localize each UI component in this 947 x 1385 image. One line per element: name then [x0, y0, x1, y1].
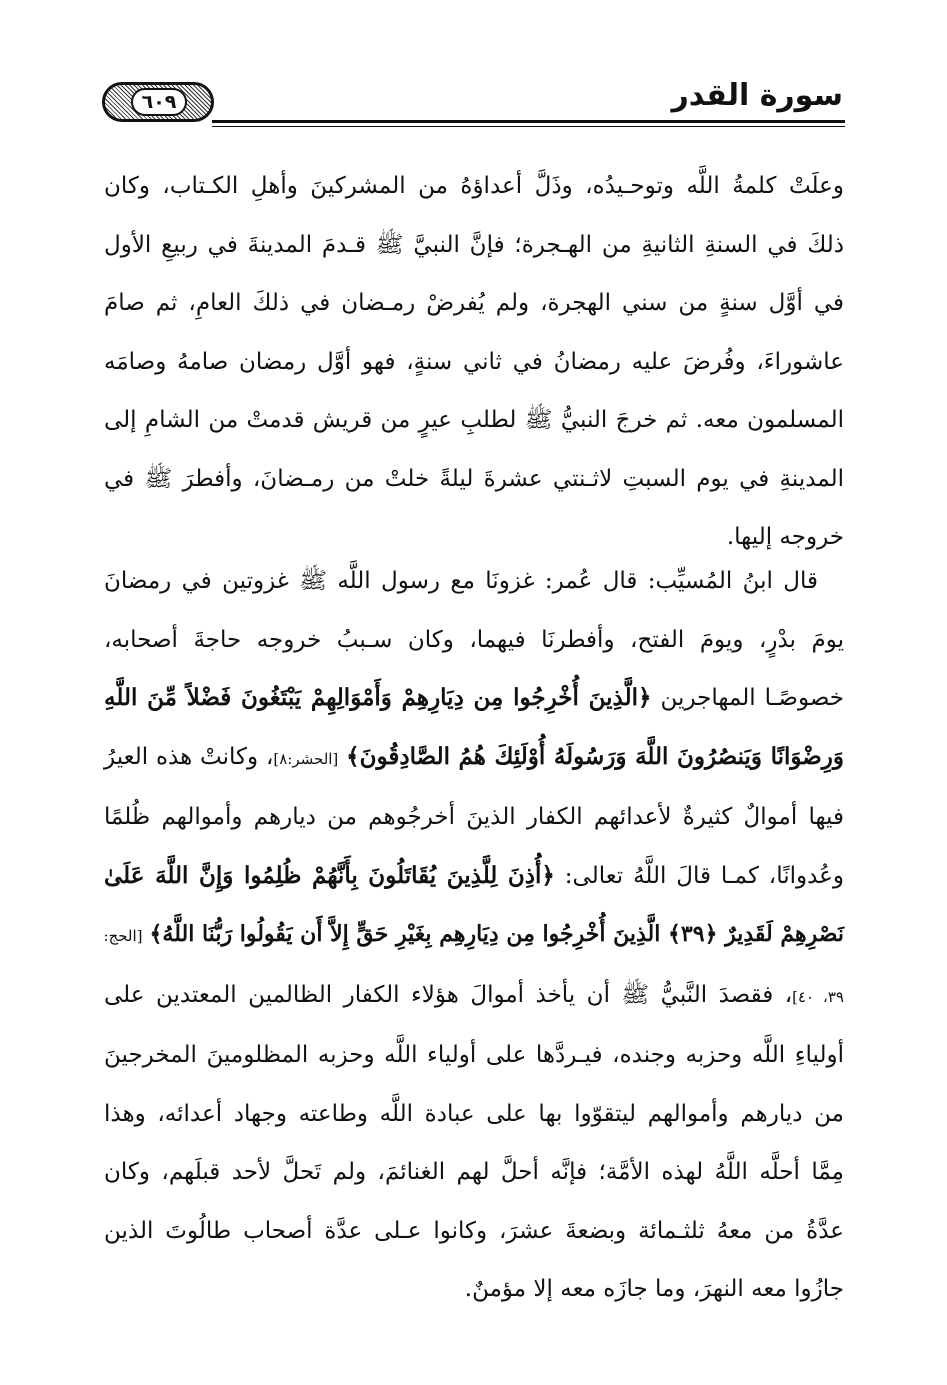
- text-line: [104, 669, 844, 728]
- verse-reference: [الحج:: [103, 927, 143, 945]
- text-line: ذلكَ في السنةِ الثانيةِ من الهـجرة؛ فإنَّ النبيَّ ﷺ قـدمَ المدينةَ في ربيعِ الأول: [104, 231, 844, 258]
- text-line: [104, 905, 844, 966]
- plain-text: ، فقصدَ النَّبيُّ ﷺ أن يأخذ أموالَ هؤلاء الكفار الظالمين المعتدين على: [104, 981, 793, 1008]
- text-line: قال ابنُ المُسيِّب: قال عُمر: غزونَا مع رسول اللَّه ﷺ غزوتين في رمضانَ: [104, 568, 818, 594]
- header-rule-thick: [212, 120, 845, 123]
- paragraph-1: [104, 157, 844, 567]
- paragraph-2: [104, 552, 844, 1319]
- header-rule-thin: [212, 126, 845, 127]
- quran-verse: ﴿أُذِنَ لِلَّذِينَ يُقَاتَلُونَ بِأَنَّهُمْ ظُلِمُوا وَإِنَّ اللَّهَ عَلَىٰ: [104, 861, 555, 889]
- text-line: عدَّةُ من معهُ ثلثـمائة وبضعةَ عشرَ، وكانوا عـلى عدَّة أصحاب طالُوتَ الذين: [104, 1217, 844, 1244]
- text-line: يومَ بدْرٍ، ويومَ الفتح، وأفطرنَا فيهما، وكان سـببُ خروجه حاجةَ أصحابه،: [104, 626, 844, 653]
- text-line: المدينةِ في يوم السبتِ لاثـنتي عشرةَ ليلةً خلتْ من رمـضانَ، وأفطرَ ﷺ في: [104, 465, 844, 492]
- text-line: جازُوا معه النهرَ، وما جازَه معه إلا مؤمنٌ.: [464, 1276, 844, 1302]
- surah-title: سورة القدر: [671, 78, 843, 113]
- verse-reference: [الحشر:٨]: [273, 749, 339, 768]
- quran-verse: نَصْرِهِمْ لَقَدِيرٌ ﴿٣٩﴾ الَّذِينَ أُخْرِجُوا مِن دِيَارِهِم بِغَيْرِ حَقٍّ إِلاَّ أَن يَقُولُوا رَبُّنَا اللَّهُ﴾: [149, 921, 844, 947]
- page-number: ٦٠٩: [131, 88, 187, 116]
- page-number-badge: [102, 82, 214, 122]
- text-line: وعلَتْ كلمةُ اللَّه وتوحـيدُه، وذَلَّ أعداؤهُ من المشركينَ وأهلِ الكـتاب، وكان: [104, 173, 844, 199]
- plain-text: وعُدوانًا، كمـا قالَ اللَّهُ تعالى:: [564, 862, 845, 889]
- text-line: فيها أموالٌ كثيرةٌ لأعدائهم الكفار الذينَ أخرجُوهم من ديارهم وأموالهم ظُلمًا: [104, 804, 844, 830]
- text-line: مِمَّا أحلَّه اللَّهُ لهذه الأمَّة؛ فإنَّه أحلَّ لهم الغنائمَ، ولم تَحلَّ لأحد قبلَهم، وكان: [104, 1159, 844, 1185]
- text-line: عاشوراءَ، وفُرضَ عليه رمضانُ في ثاني سنةٍ، فهو أوَّل رمضان صامهُ وصامَه: [104, 348, 844, 375]
- page-header: [100, 72, 845, 132]
- text-line: من ديارهم وأموالهم ليتقوّوا بها على عبادة اللَّه وطاعته وجهاد أعدائه، وهذا: [104, 1100, 844, 1127]
- verse-reference: ٣٩، ٤٠]: [792, 987, 844, 1006]
- quran-verse: ﴿الَّذِينَ أُخْرِجُوا مِن دِيَارِهِمْ وَأَمْوَالِهِمْ يَبْتَغُونَ فَضْلاً مِّنَ اللَّهِ: [104, 684, 652, 711]
- text-line: [104, 847, 844, 906]
- text-line: أولياءِ اللَّه وحزبه وجنده، فيـردَّها على أولياء اللَّه وحزبه المظلومينَ المخرجينَ: [104, 1042, 844, 1068]
- text-line: [104, 966, 844, 1027]
- text-line: في أوَّل سنةٍ من سني الهجرة، ولم يُفرضْ رمـضان في ذلكَ العامِ، ثم صامَ: [104, 290, 844, 316]
- quran-verse: وَرِضْوَانًا وَيَنصُرُونَ اللَّهَ وَرَسُولَهُ أُوْلَئِكَ هُمُ الصَّادِقُونَ﴾: [346, 742, 844, 770]
- text-line: [104, 728, 844, 789]
- plain-text: ، وكانتْ هذه العيرُ: [104, 743, 274, 770]
- text-line: المسلمون معه. ثم خرجَ النبيُّ ﷺ لطلبِ عيرٍ من قريش قدمتْ من الشامِ إلى: [104, 407, 844, 433]
- plain-text: خصوصًـا المهاجرين: [660, 685, 845, 711]
- text-line: خروجه إليها.: [726, 524, 844, 550]
